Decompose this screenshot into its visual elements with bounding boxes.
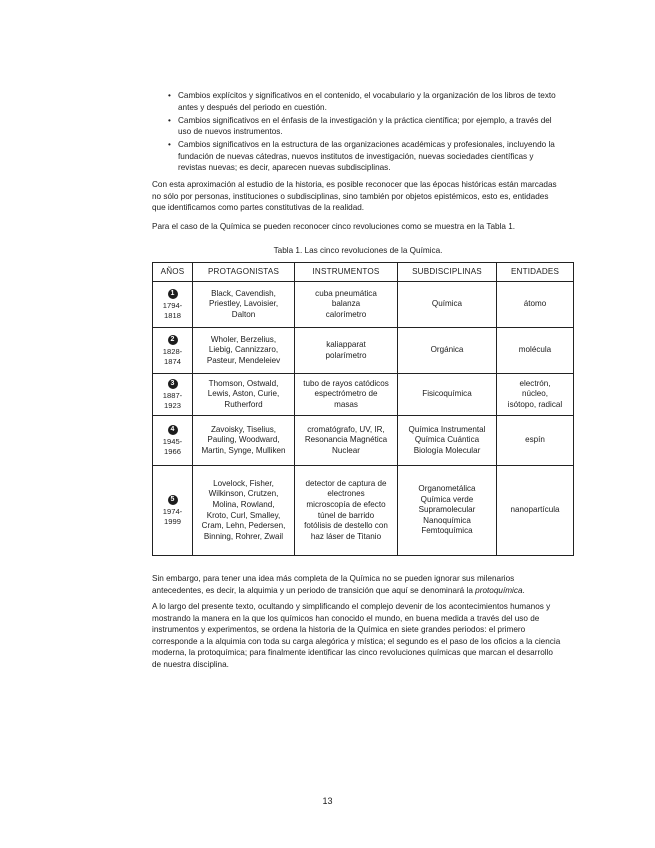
cell-line: molécula	[518, 345, 552, 355]
cell-line: núcleo,	[521, 389, 549, 399]
year-line: 1828-	[162, 347, 183, 356]
cell-line: tubo de rayos catódicos	[303, 378, 389, 388]
paragraph-protochemistry	[152, 573, 564, 596]
cell-entities	[497, 466, 574, 556]
cell-instruments	[295, 282, 398, 328]
cell-years	[153, 282, 193, 328]
year-line: 1945-	[162, 437, 183, 446]
cell-line: Biología Molecular	[413, 445, 481, 455]
cell-protagonists	[193, 374, 295, 416]
cell-line: fotólisis de destello con	[304, 521, 388, 531]
cell-line: detector de captura de	[305, 478, 387, 488]
cell-line: Thomson, Ostwald,	[208, 378, 279, 388]
bullet-item: • Cambios explícitos y significativos en el contenido, el vocabulario y la organización de los libros de texto antes y después del periodo en cuestión.	[166, 90, 556, 113]
cell-line: kaliapparat	[326, 339, 366, 349]
year-line: 1974-	[162, 507, 183, 516]
table-row	[153, 374, 574, 416]
cell-entities	[497, 374, 574, 416]
cell-line: Resonancia Magnética	[304, 435, 388, 445]
table-caption: Tabla 1. Las cinco revoluciones de la Química.	[273, 246, 443, 255]
paragraph3-text: Sin embargo, para tener una idea más completa de la Química no se pueden ignorar sus milenarios antecedentes, es decir, la alquimia y un periodo de transición que aquí se denominará la	[152, 574, 515, 595]
cell-line: átomo	[523, 299, 547, 309]
cell-line: espectrómetro de	[314, 389, 378, 399]
cell-line: Lovelock, Fisher,	[213, 478, 274, 488]
cell-line: balanza	[331, 299, 361, 309]
cell-entities	[497, 282, 574, 328]
cell-instruments	[295, 466, 398, 556]
cell-line: Liebig, Cannizzaro,	[208, 345, 279, 355]
cell-subdisciplines	[398, 374, 497, 416]
cell-line: cuba pneumática	[315, 288, 377, 298]
cell-entities	[497, 416, 574, 466]
revolution-number-badge: 1	[168, 289, 178, 299]
cell-line: electrones	[327, 489, 365, 499]
cell-line: Pauling, Woodward,	[207, 435, 280, 445]
year-line: 1818	[164, 311, 181, 320]
cell-line: polarímetro	[325, 350, 367, 360]
cell-line: Rutherford	[224, 399, 263, 409]
cell-line: isótopo, radical	[507, 399, 563, 409]
revolution-number-badge: 3	[168, 379, 178, 389]
cell-line: Lewis, Aston, Curie,	[207, 389, 280, 399]
protoquimica-emphasis: protoquímica	[475, 585, 523, 595]
year-line: 1874	[164, 357, 181, 366]
table-row	[153, 282, 574, 328]
cell-line: Cram, Lehn, Pedersen,	[201, 521, 286, 531]
cell-line: Nanoquímica	[423, 515, 471, 525]
revolution-number-badge: 2	[168, 335, 178, 345]
cell-instruments	[295, 374, 398, 416]
cell-line: Química	[431, 299, 463, 309]
cell-line: Binning, Rohrer, Zwail	[203, 531, 284, 541]
header-entities: ENTIDADES	[497, 263, 574, 282]
cell-line: Nuclear	[332, 445, 360, 455]
cell-subdisciplines	[398, 282, 497, 328]
year-line: 1794-	[162, 301, 183, 310]
cell-line: Martin, Synge, Mulliken	[201, 445, 286, 455]
cell-protagonists	[193, 328, 295, 374]
cell-line: Fisicoquímica	[422, 389, 472, 399]
cell-line: haz láser de Titanio	[310, 531, 382, 541]
table-row	[153, 328, 574, 374]
cell-line: Molina, Rowland,	[212, 499, 275, 509]
cell-line: Femtoquímica	[421, 526, 473, 536]
cell-line: Química Cuántica	[414, 435, 480, 445]
cell-instruments	[295, 416, 398, 466]
cell-years	[153, 466, 193, 556]
criteria-bullet-list	[166, 90, 556, 175]
cell-line: Wholer, Berzelius,	[210, 334, 277, 344]
paragraph3-end: .	[522, 585, 525, 595]
table-body	[153, 282, 574, 556]
table-header-row	[153, 263, 574, 282]
cell-years	[153, 374, 193, 416]
header-instruments: INSTRUMENTOS	[295, 263, 398, 282]
cell-subdisciplines	[398, 466, 497, 556]
cell-entities	[497, 328, 574, 374]
cell-instruments	[295, 328, 398, 374]
cell-line: Priestley, Lavoisier,	[208, 299, 279, 309]
paragraph-five-revolutions: Para el caso de la Química se pueden reconocer cinco revoluciones como se muestra en la Tabla 1.	[152, 222, 516, 231]
bullet-item: • Cambios significativos en el énfasis de la investigación y la práctica científica; por ejemplo, a través del uso de nuevos instrumentos.	[166, 115, 556, 138]
cell-line: Kroto, Curl, Smalley,	[206, 510, 281, 520]
cell-line: Química Instrumental	[408, 424, 486, 434]
cell-line: Orgánica	[430, 345, 464, 355]
paragraph-epistemic-objects: Con esta aproximación al estudio de la historia, es posible reconocer que las épocas históricas están marcadas no sólo por personas, instituciones o subdisciplinas, sino también por objetos epistémicos, esto es, entidades que identificamos como partes constitutivas de la realidad.	[152, 180, 557, 213]
table-row	[153, 416, 574, 466]
paragraph-seven-periods: A lo largo del presente texto, ocultando y simplificando el complejo devenir de los acontecimientos humanos y mostrando la manera en la que los químicos han conocido el mundo, en buena medida a través del uso de instrumentos y experimentos, se ordena la historia de la Química en siete grandes periodos: el primero corresponde a la alquimia con toda su carga alegórica y mística; el segundo es el paso de los oficios a la ciencia moderna, la protoquímica; para finalmente identificar las cinco revoluciones químicas que marcan el desarrollo de nuestra disciplina.	[152, 602, 561, 669]
cell-subdisciplines	[398, 328, 497, 374]
cell-line: electrón,	[519, 378, 551, 388]
cell-years	[153, 328, 193, 374]
cell-line: Dalton	[231, 309, 256, 319]
cell-subdisciplines	[398, 416, 497, 466]
cell-line: espín	[525, 435, 545, 445]
year-line: 1887-	[162, 391, 183, 400]
cell-line: túnel de barrido	[317, 510, 375, 520]
header-subdisciplines: SUBDISCIPLINAS	[398, 263, 497, 282]
cell-protagonists	[193, 416, 295, 466]
cell-line: masas	[334, 399, 358, 409]
cell-line: Pasteur, Mendeleiev	[206, 355, 281, 365]
year-line: 1999	[164, 517, 181, 526]
cell-line: calorímetro	[325, 309, 367, 319]
cell-line: Supramolecular	[418, 505, 476, 515]
header-years: AÑOS	[153, 263, 193, 282]
bullet-item: • Cambios significativos en la estructura de las organizaciones académicas y profesionales, incluyendo la fundación de nuevas cátedras, nuevos institutos de investigación, nuevas sociedades científicas y revistas nuevas; es decir, aparecen nuevas subdisciplinas.	[166, 139, 556, 174]
revolution-number-badge: 4	[168, 425, 178, 435]
cell-line: Zavoisky, Tiselius,	[210, 424, 277, 434]
cell-line: Organometálica	[418, 484, 476, 494]
cell-line: microscopía de efecto	[306, 499, 386, 509]
year-line: 1966	[164, 447, 181, 456]
cell-line: Química verde	[420, 494, 474, 504]
revolution-number-badge: 5	[168, 495, 178, 505]
page-number: 13	[322, 796, 333, 806]
revolutions-table	[152, 262, 574, 556]
cell-line: cromatógrafo, UV, IR,	[307, 424, 385, 434]
cell-line: Wilkinson, Crutzen,	[208, 489, 279, 499]
cell-protagonists	[193, 282, 295, 328]
cell-years	[153, 416, 193, 466]
table-row	[153, 466, 574, 556]
cell-protagonists	[193, 466, 295, 556]
header-protagonists: PROTAGONISTAS	[193, 263, 295, 282]
cell-line: Black, Cavendish,	[211, 288, 276, 298]
year-line: 1923	[164, 401, 181, 410]
cell-line: nanopartícula	[510, 505, 560, 515]
